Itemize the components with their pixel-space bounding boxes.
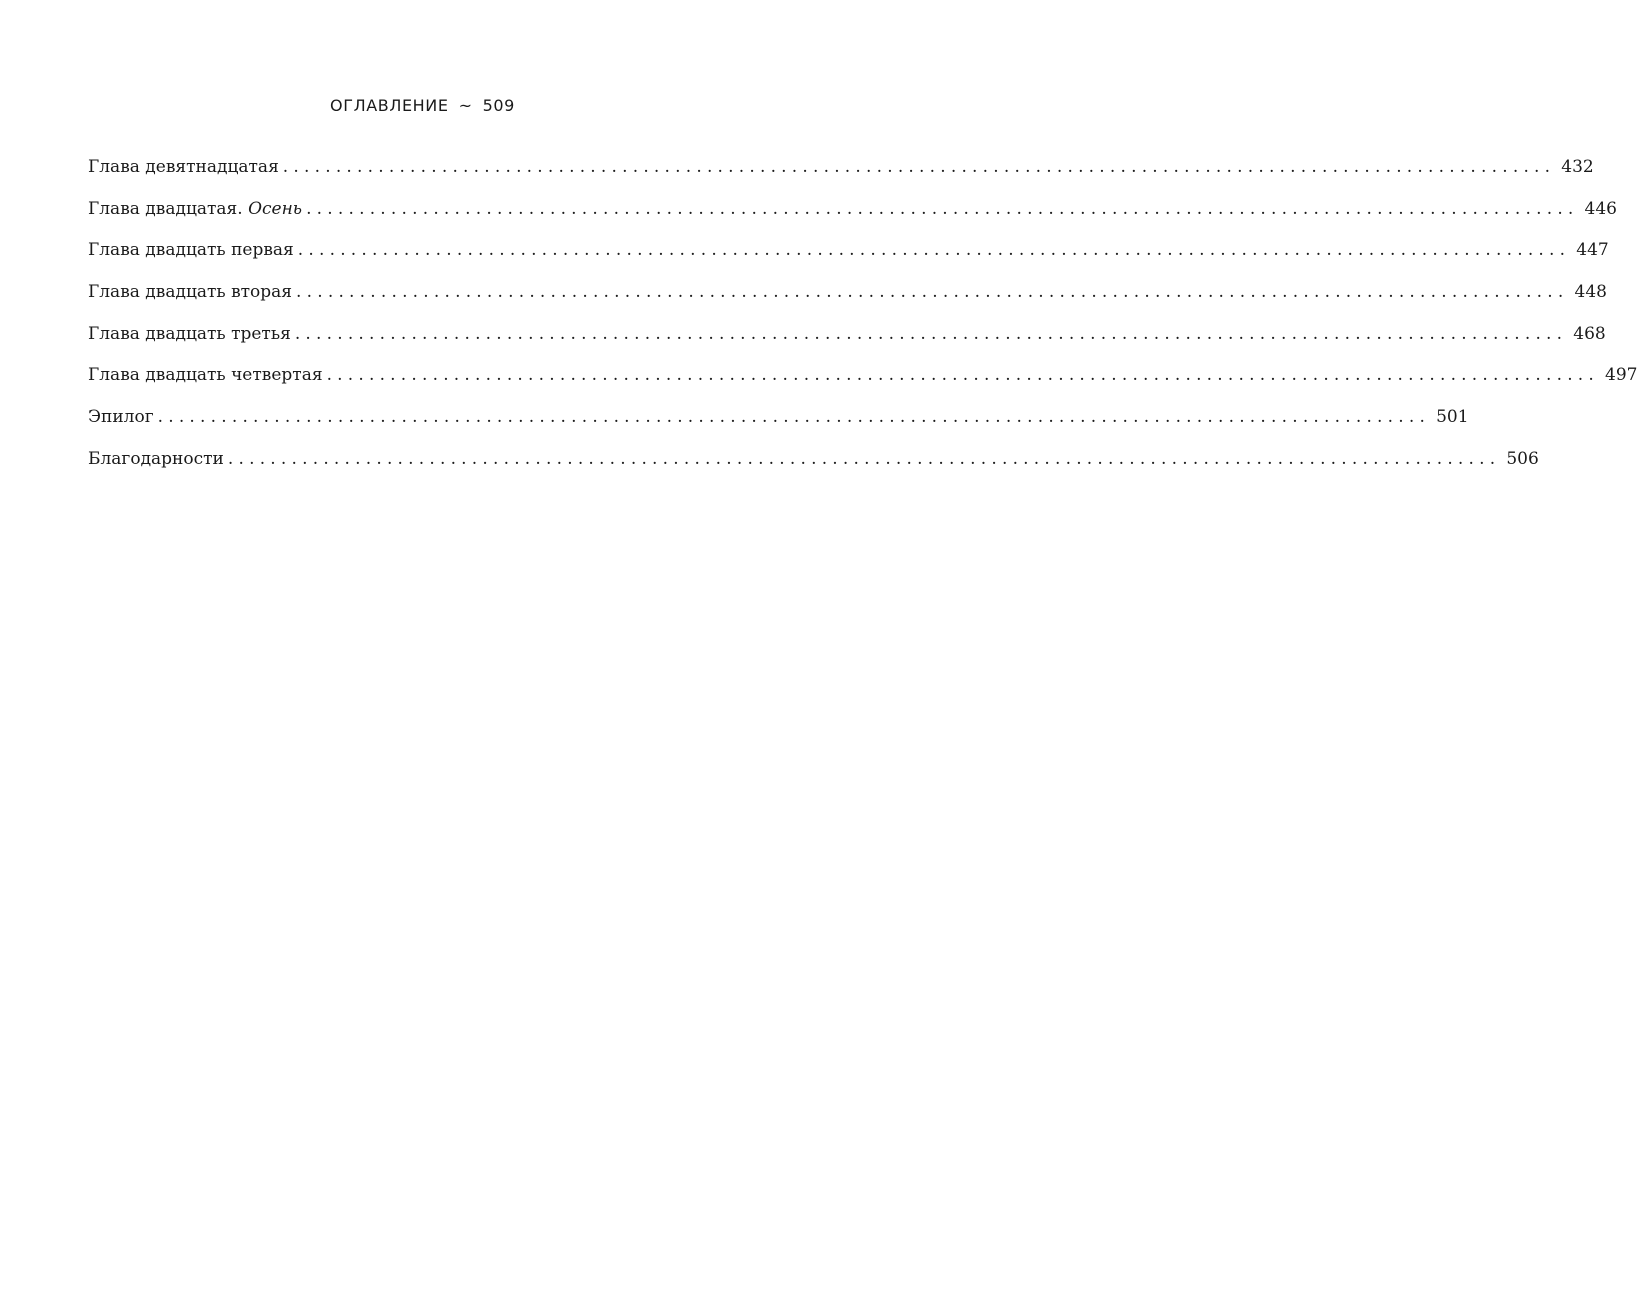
toc-entry-page: 501 xyxy=(1436,407,1469,428)
toc-entry xyxy=(88,404,1469,446)
dot-leader: ........................................................................................................................ xyxy=(296,282,1569,303)
toc-entry-title: Глава девятнадцатая xyxy=(88,157,279,177)
dot-leader: ........................................................................................................................ xyxy=(282,157,1556,177)
dot-leader: ........................................................................................................................ xyxy=(294,323,1568,344)
toc-entry-title: Глава двадцать первая xyxy=(88,240,294,261)
dot-leader: ........................................................................................................................ xyxy=(227,448,1501,469)
running-head-title: ОГЛАВЛЕНИЕ xyxy=(330,96,449,115)
dot-leader: ........................................................................................................................ xyxy=(157,407,1431,428)
toc-entry xyxy=(88,446,1539,488)
running-head xyxy=(0,96,845,115)
toc-entry xyxy=(88,237,1609,279)
table-of-contents xyxy=(88,154,1637,488)
dot-leader: ........................................................................................................................ xyxy=(326,365,1600,386)
dot-leader: ........................................................................................................................ xyxy=(297,240,1571,261)
toc-entry-page: 468 xyxy=(1573,323,1606,344)
toc-entry-title: Глава двадцатая. Осень xyxy=(88,198,303,219)
toc-entry-page: 448 xyxy=(1574,282,1607,303)
toc-entry-page: 447 xyxy=(1576,240,1609,261)
toc-entry xyxy=(88,362,1637,404)
toc-entry-title: Эпилог xyxy=(88,407,154,428)
toc-entry xyxy=(88,196,1617,238)
toc-entry xyxy=(88,321,1606,363)
running-head-page-number: 509 xyxy=(482,96,515,115)
toc-entry-page: 497 xyxy=(1605,365,1637,386)
toc-entry-title: Глава двадцать четвертая xyxy=(88,365,323,386)
toc-entry-page: 432 xyxy=(1561,157,1594,177)
toc-entry-title: Глава двадцать вторая xyxy=(88,282,293,303)
toc-entry-subtitle: Осень xyxy=(248,198,303,219)
toc-entry xyxy=(88,279,1607,321)
toc-entry-page: 506 xyxy=(1506,448,1539,469)
toc-entry-title: Благодарности xyxy=(88,448,224,469)
running-head-separator: ~ xyxy=(458,96,473,115)
dot-leader: ........................................................................................................................ xyxy=(306,198,1579,219)
toc-entry-title: Глава двадцать третья xyxy=(88,323,291,344)
toc-entry-page: 446 xyxy=(1584,198,1617,219)
toc-entry xyxy=(88,154,1594,196)
